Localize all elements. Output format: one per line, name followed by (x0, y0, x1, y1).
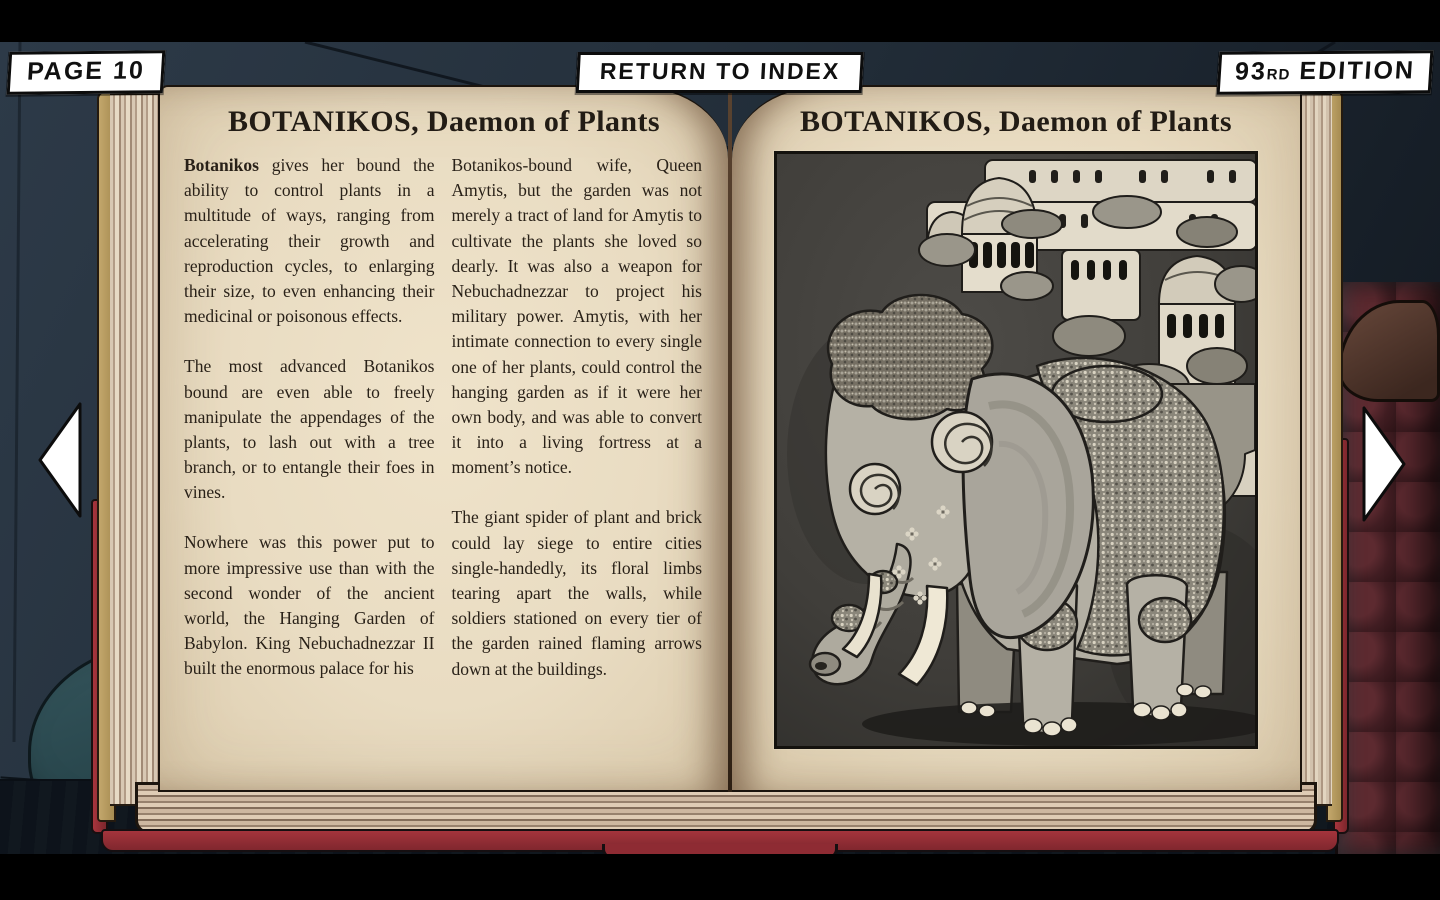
text-column-1 (184, 153, 435, 682)
edition-ordinal: RD (1266, 66, 1292, 84)
rose-eye-left (850, 464, 900, 514)
illustration-frame (774, 151, 1258, 749)
daemon-name-bold: Botanikos (184, 155, 259, 175)
previous-page-button[interactable] (34, 400, 84, 520)
right-arrow-icon (1364, 408, 1404, 520)
book-cover-bottom (101, 829, 1339, 852)
page-fan-right (1300, 93, 1332, 806)
page-number-label: PAGE 10 (7, 50, 165, 95)
botanikos-illustration (777, 154, 1255, 746)
paragraph (184, 153, 435, 329)
return-to-index-button[interactable]: RETURN TO INDEX (576, 52, 865, 93)
next-page-button[interactable] (1360, 404, 1410, 524)
page-title: BOTANIKOS, Daemon of Plants (800, 105, 1232, 138)
page-spread (158, 85, 1302, 792)
rose-eye-right (932, 412, 992, 472)
page-title: BOTANIKOS, Daemon of Plants (228, 105, 660, 138)
letterbox-bar-top (0, 0, 1440, 42)
open-book (95, 85, 1345, 852)
paragraph: The most advanced Botanikos bound are even able to freely manipulate the appendages of the plants, to lash out with a tree branch, or to entangle their foes in vines. (184, 356, 435, 503)
left-page (158, 85, 728, 792)
paragraph: Nowhere was this power put to more impressive use than with the second wonder of the ancient world, the Hanging Garden of Babylon. King Nebuchadnezzar II built the enormous palace for his (184, 532, 435, 679)
text-columns (160, 151, 728, 682)
right-page (732, 85, 1302, 792)
text-column-2 (452, 153, 703, 682)
paragraph: Botanikos-bound wife, Queen Amytis, but the garden was not merely a tract of land for Amytis to cultivate the plants she loved so dearly. It was also a weapon for Nebuchadnezzar to project his military power. Amytis, with her intimate connection to every single one of her plants, could control the hanging garden as if it were her own body, and was able to convert it into a living fortress at a moment’s notice. (451, 155, 702, 478)
paragraph-text: gives her bound the ability to control plants in a multitude of ways, ranging from accelerating their growth and reproduction cycles, to enlarging their size, to even enhancing their medicinal or poisonous effects. (184, 155, 435, 327)
edition-word: EDITION (1298, 56, 1417, 86)
left-arrow-icon (40, 404, 80, 516)
edition-label (1217, 50, 1434, 94)
paragraph: The giant spider of plant and brick could lay siege to entire cities single-handedly, its floral limbs tearing apart the walls, while soldiers stationed on every tier of the garden rained flaming arrows down at the buildings. (451, 507, 702, 679)
letterbox-bar-bottom (0, 854, 1440, 900)
edition-number: 93 (1234, 57, 1268, 86)
page-fan-left (110, 93, 160, 806)
